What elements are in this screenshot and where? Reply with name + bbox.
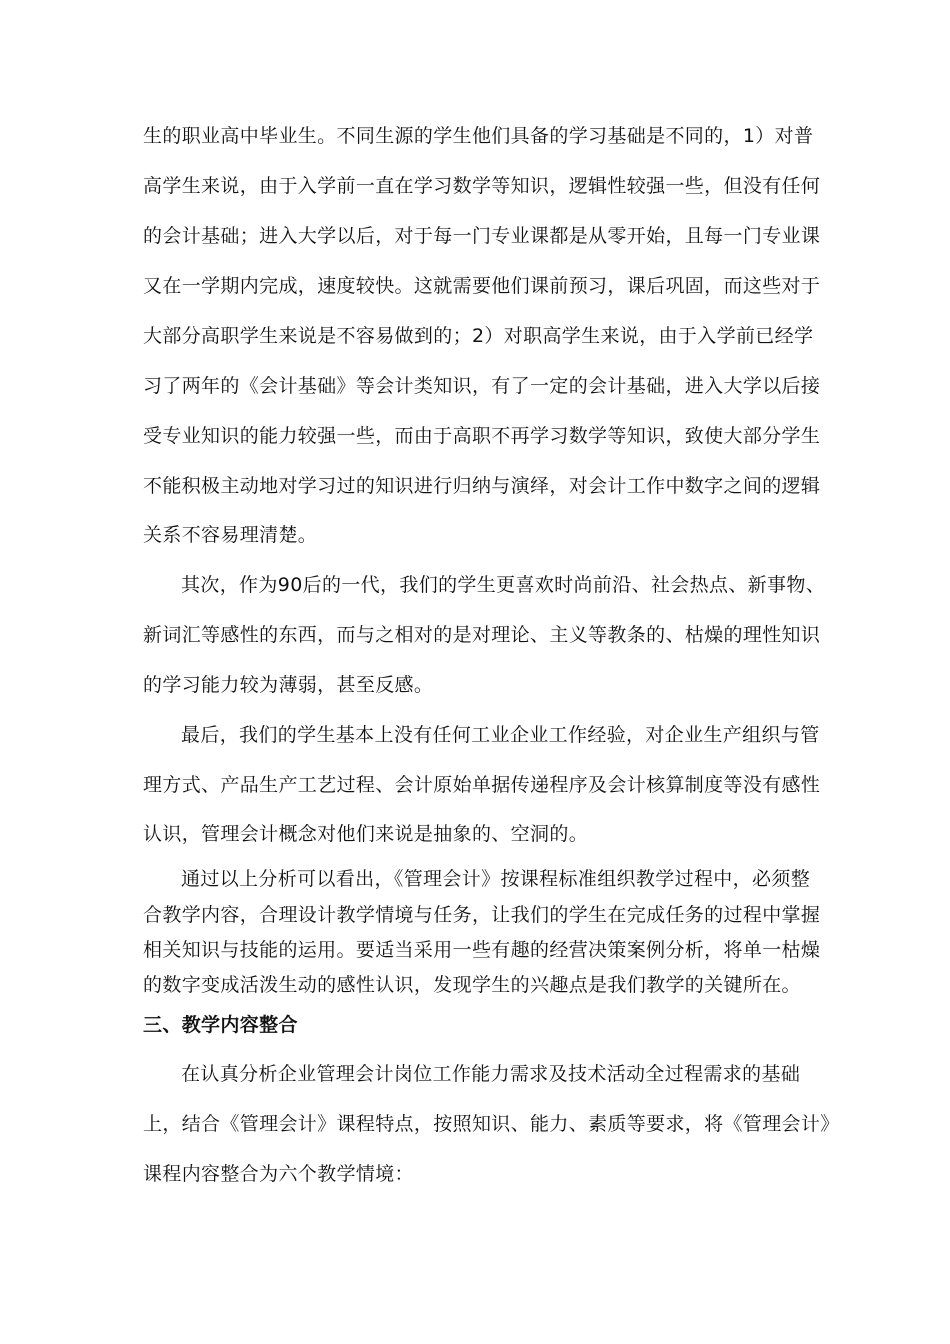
- text-line: 不能积极主动地对学习过的知识进行归纳与演绎，对会计工作中数字之间的逻辑: [143, 475, 821, 497]
- text-line: 的学习能力较为薄弱，甚至反感。: [143, 674, 434, 696]
- text-line: 新词汇等感性的东西，而与之相对的是对理论、主义等教条的、枯燥的理性知识: [143, 624, 821, 646]
- text-line: 习了两年的《会计基础》等会计类知识，有了一定的会计基础，进入大学以后接: [143, 375, 821, 397]
- text-line: 生的职业高中毕业生。不同生源的学生他们具备的学习基础是不同的，1）对普: [143, 125, 814, 147]
- text-line: 最后，我们的学生基本上没有任何工业企业工作经验，对企业生产组织与管: [181, 724, 820, 746]
- text-line: 又在一学期内完成，速度较快。这就需要他们课前预习，课后巩固，而这些对于: [143, 275, 821, 297]
- text-line: 相关知识与技能的运用。要适当采用一些有趣的经营决策案例分析，将单一枯燥: [143, 939, 821, 961]
- text-line: 大部分高职学生来说是不容易做到的；2）对职高学生来说，由于入学前已经学: [143, 325, 814, 347]
- text-line: 的数字变成活泼生动的感性认识，发现学生的兴趣点是我们教学的关键所在。: [143, 974, 801, 996]
- text-line: 理方式、产品生产工艺过程、会计原始单据传递程序及会计核算制度等没有感性: [143, 774, 821, 796]
- text-line: 关系不容易理清楚。: [143, 524, 318, 546]
- text-line: 上，结合《管理会计》课程特点，按照知识、能力、素质等要求，将《管理会计》: [143, 1113, 840, 1135]
- text-line: 在认真分析企业管理会计岗位工作能力需求及技术活动全过程需求的基础: [181, 1063, 801, 1085]
- text-line: 受专业知识的能力较强一些，而由于高职不再学习数学等知识，致使大部分学生: [143, 425, 821, 447]
- text-line: 其次，作为90后的一代，我们的学生更喜欢时尚前沿、社会热点、新事物、: [181, 574, 826, 596]
- section-heading: 三、教学内容整合: [143, 1014, 298, 1036]
- text-line: 的会计基础；进入大学以后，对于每一门专业课都是从零开始，且每一门专业课: [143, 225, 821, 247]
- text-line: 认识，管理会计概念对他们来说是抽象的、空洞的。: [143, 823, 589, 845]
- text-line: 课程内容整合为六个教学情境：: [143, 1163, 414, 1185]
- text-line: 高学生来说，由于入学前一直在学习数学等知识，逻辑性较强一些，但没有任何: [143, 175, 821, 197]
- text-line: 合教学内容，合理设计教学情境与任务，让我们的学生在完成任务的过程中掌握: [143, 904, 821, 926]
- text-line: 通过以上分析可以看出，《管理会计》按课程标准组织教学过程中，必须整: [181, 868, 811, 890]
